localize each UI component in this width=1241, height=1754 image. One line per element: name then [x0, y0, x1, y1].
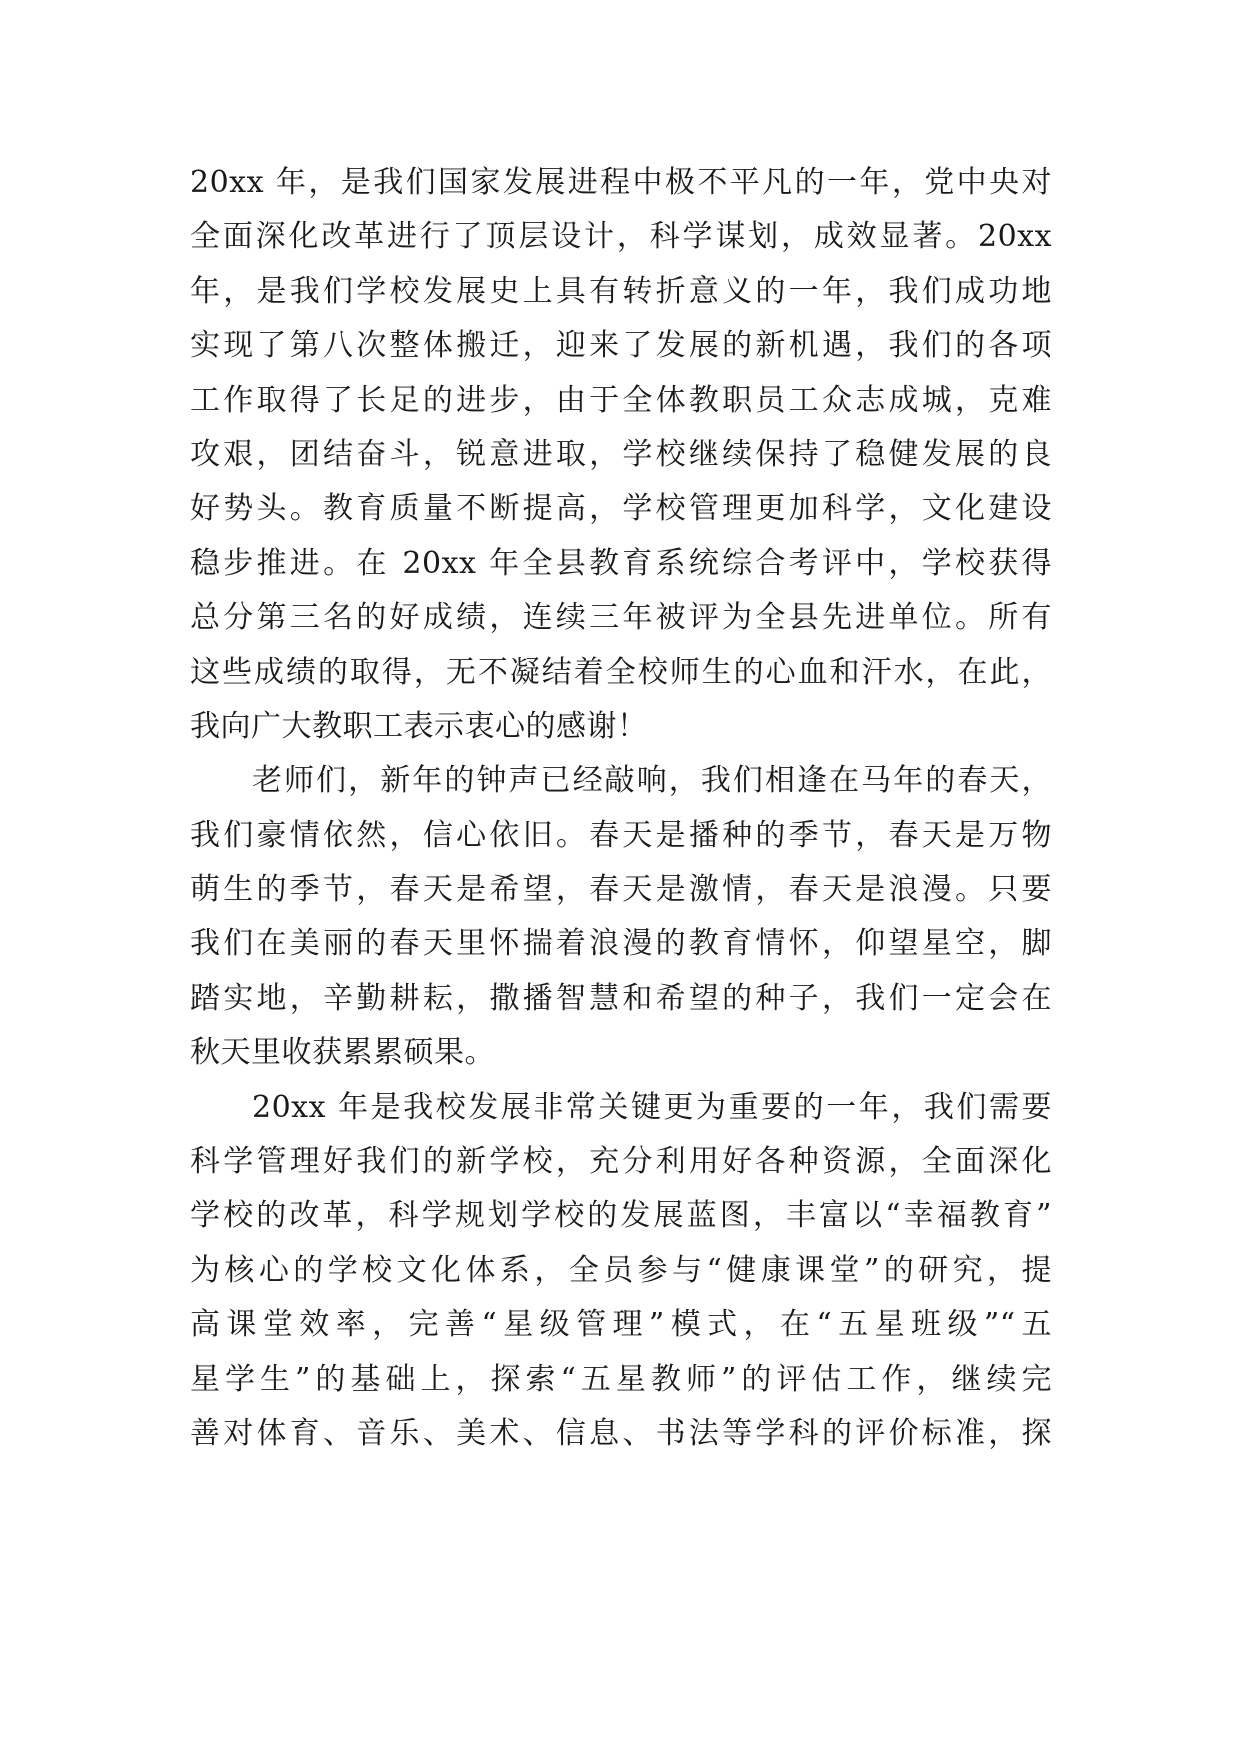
text-line: 踏实地，辛勤耕耘，撒播智慧和希望的种子，我们一定会在 [190, 980, 1052, 1016]
text-line: 秋天里收获累累硕果。 [190, 1035, 495, 1071]
text-line: 总分第三名的好成绩，连续三年被评为全县先进单位。所有 [190, 600, 1052, 636]
text-line: 为核心的学校文化体系，全员参与“健康课堂”的研究，提 [190, 1252, 1052, 1288]
text-line: 我向广大教职工表示衷心的感谢！ [190, 708, 648, 744]
paragraph-1 [190, 156, 1052, 754]
paragraph-2 [190, 754, 1052, 1080]
text-line: 善对体育、音乐、美术、信息、书法等学科的评价标准，探 [190, 1415, 1052, 1451]
paragraph-3 [190, 1081, 1052, 1462]
document-page [190, 156, 1052, 1461]
text-line: 攻艰，团结奋斗，锐意进取，学校继续保持了稳健发展的良 [190, 436, 1052, 472]
text-line: 稳步推进。在 20xx 年全县教育系统综合考评中，学校获得 [190, 545, 1052, 581]
text-line: 20xx 年，是我们国家发展进程中极不平凡的一年，党中央对 [190, 165, 1052, 200]
text-line: 我们在美丽的春天里怀揣着浪漫的教育情怀，仰望星空，脚 [190, 926, 1052, 962]
text-line: 科学管理好我们的新学校，充分利用好各种资源，全面深化 [190, 1144, 1052, 1180]
text-line: 星学生”的基础上，探索“五星教师”的评估工作，继续完 [190, 1361, 1052, 1397]
text-line: 年，是我们学校发展史上具有转折意义的一年，我们成功地 [190, 273, 1052, 309]
text-line: 学校的改革，科学规划学校的发展蓝图，丰富以“幸福教育” [190, 1198, 1052, 1234]
text-line: 20xx 年是我校发展非常关键更为重要的一年，我们需要 [252, 1089, 1052, 1125]
text-line: 老师们，新年的钟声已经敲响，我们相逢在马年的春天， [252, 763, 1052, 799]
text-line: 好势头。教育质量不断提高，学校管理更加科学，文化建设 [190, 491, 1052, 527]
text-line: 高课堂效率，完善“星级管理”模式，在“五星班级”“五 [190, 1307, 1052, 1343]
text-line: 我们豪情依然，信心依旧。春天是播种的季节，春天是万物 [190, 817, 1052, 853]
text-line: 这些成绩的取得，无不凝结着全校师生的心血和汗水，在此， [190, 654, 1052, 690]
text-line: 实现了第八次整体搬迁，迎来了发展的新机遇，我们的各项 [190, 328, 1052, 364]
text-line: 萌生的季节，春天是希望，春天是激情，春天是浪漫。只要 [190, 872, 1052, 908]
text-line: 工作取得了长足的进步，由于全体教职员工众志成城，克难 [190, 382, 1052, 418]
text-line: 全面深化改革进行了顶层设计，科学谋划，成效显著。20xx [190, 219, 1052, 255]
